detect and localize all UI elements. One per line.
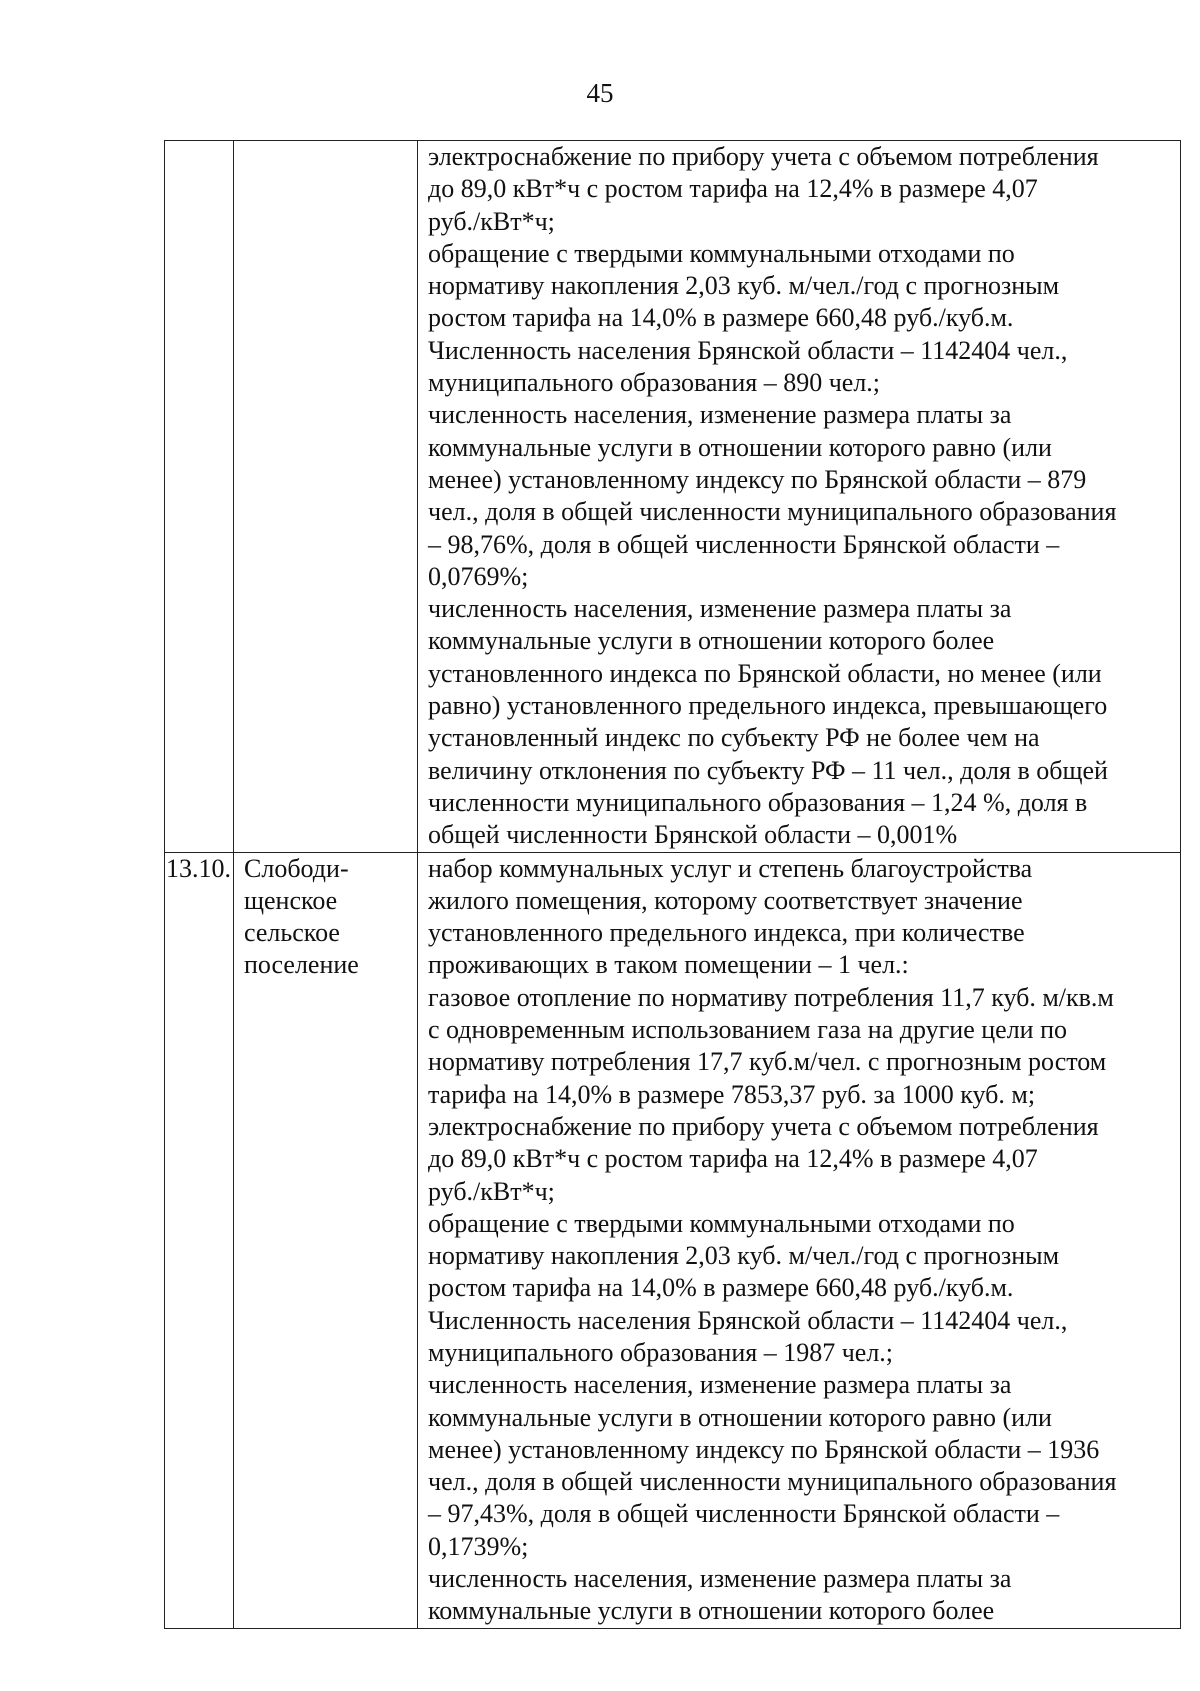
municipality-name-cell <box>234 141 418 853</box>
description-line: установленный индекс по субъекту РФ не более чем на <box>428 723 1040 753</box>
description-line: менее) установленному индексу по Брянской области – 1936 <box>428 1434 1100 1464</box>
description-line: обращение с твердыми коммунальными отходами по <box>428 238 1015 268</box>
description-line: общей численности Брянской области – 0,001% <box>428 820 958 850</box>
table-row <box>165 852 1181 1628</box>
description-line: коммунальные услуги в отношении которого равно (или <box>428 432 1052 462</box>
regions-table <box>164 140 1181 1629</box>
description-line: руб./кВт*ч; <box>428 206 555 236</box>
description-line: численность населения, изменение размера платы за <box>428 400 1012 430</box>
description-line: до 89,0 кВт*ч с ростом тарифа на 12,4% в размере 4,07 <box>428 174 1038 204</box>
description-line: 0,1739%; <box>428 1531 529 1561</box>
description-line: – 98,76%, доля в общей численности Брянской области – <box>428 529 1060 559</box>
description-line: муниципального образования – 1987 чел.; <box>428 1337 894 1367</box>
description-line: численность населения, изменение размера платы за <box>428 1564 1012 1594</box>
description-line: ростом тарифа на 14,0% в размере 660,48 руб./куб.м. <box>428 1273 1014 1303</box>
description-line: коммунальные услуги в отношении которого более <box>428 1596 995 1626</box>
description-line: ростом тарифа на 14,0% в размере 660,48 руб./куб.м. <box>428 303 1014 333</box>
description-line: равно) установленного предельного индекса, превышающего <box>428 691 1108 721</box>
municipality-name-line: щенское <box>244 885 338 915</box>
description-line: Численность населения Брянской области – 1142404 чел., <box>428 1305 1068 1335</box>
description-line: – 97,43%, доля в общей численности Брянской области – <box>428 1499 1060 1529</box>
description-cell <box>418 852 1181 1628</box>
description-line: коммунальные услуги в отношении которого более <box>428 626 995 656</box>
description-line: чел., доля в общей численности муниципального образования <box>428 1467 1117 1497</box>
description-line: установленного предельного индекса, при количестве <box>428 918 1025 948</box>
table-body <box>165 141 1181 1629</box>
description-line: численности муниципального образования – 1,24 %, доля в <box>428 787 1088 817</box>
row-number: 13.10. <box>166 853 231 883</box>
description-line: тарифа на 14,0% в размере 7853,37 руб. за 1000 куб. м; <box>428 1079 1036 1109</box>
municipality-name-line: поселение <box>244 950 359 980</box>
description-line: нормативу накопления 2,03 куб. м/чел./год с прогнозным <box>428 271 1060 301</box>
description-line: газовое отопление по нормативу потребления 11,7 куб. м/кв.м <box>428 982 1114 1012</box>
description-line: электроснабжение по прибору учета с объемом потребления <box>428 142 1099 171</box>
municipality-name-line: сельское <box>244 918 340 948</box>
description-line: величину отклонения по субъекту РФ – 11 чел., доля в общей <box>428 755 1108 785</box>
table-row <box>165 141 1181 853</box>
description-line: жилого помещения, которому соответствует значение <box>428 885 1023 915</box>
row-number-cell <box>165 141 234 853</box>
municipality-name-line: Слободи- <box>244 853 349 883</box>
description-line: с одновременным использованием газа на другие цели по <box>428 1015 1067 1045</box>
description-line: обращение с твердыми коммунальными отходами по <box>428 1208 1015 1238</box>
description-cell <box>418 141 1181 853</box>
description-line: Численность населения Брянской области – 1142404 чел., <box>428 335 1068 365</box>
description-line: муниципального образования – 890 чел.; <box>428 368 881 398</box>
description-line: численность населения, изменение размера платы за <box>428 1370 1012 1400</box>
description-line: коммунальные услуги в отношении которого равно (или <box>428 1402 1052 1432</box>
description-line: 0,0769%; <box>428 561 529 591</box>
description-line: электроснабжение по прибору учета с объемом потребления <box>428 1111 1099 1141</box>
description-line: установленного индекса по Брянской области, но менее (или <box>428 658 1102 688</box>
municipality-name-cell <box>234 852 418 1628</box>
description-line: набор коммунальных услуг и степень благоустройства <box>428 853 1033 883</box>
page-number: 45 <box>586 78 614 108</box>
description-line: нормативу потребления 17,7 куб.м/чел. с прогнозным ростом <box>428 1047 1107 1077</box>
description-line: чел., доля в общей численности муниципального образования <box>428 497 1117 527</box>
description-line: численность населения, изменение размера платы за <box>428 594 1012 624</box>
description-line: проживающих в таком помещении – 1 чел.: <box>428 950 909 980</box>
description-line: нормативу накопления 2,03 куб. м/чел./год с прогнозным <box>428 1241 1060 1271</box>
description-line: менее) установленному индексу по Брянской области – 879 <box>428 464 1087 494</box>
description-line: руб./кВт*ч; <box>428 1176 555 1206</box>
row-number-cell <box>165 852 234 1628</box>
description-line: до 89,0 кВт*ч с ростом тарифа на 12,4% в размере 4,07 <box>428 1144 1038 1174</box>
